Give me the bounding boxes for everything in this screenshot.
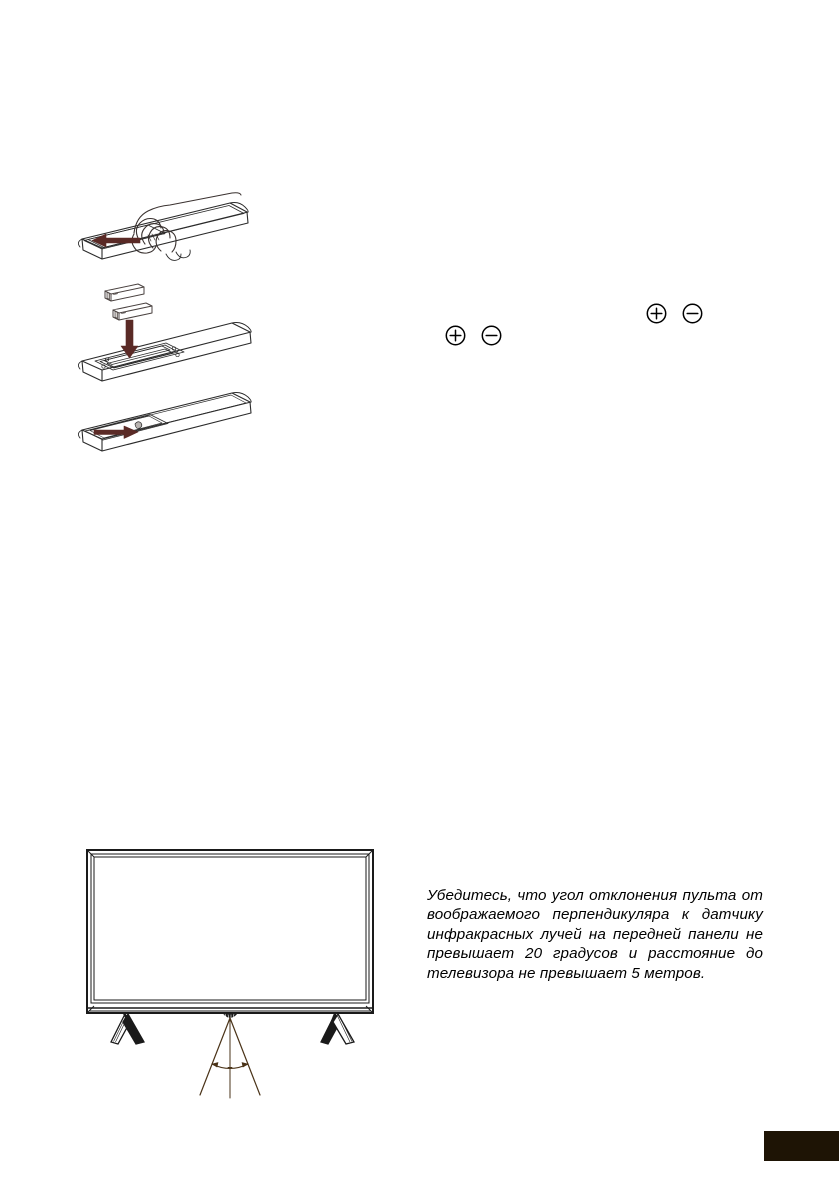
remote-angle-note — [427, 886, 763, 983]
tv-foot-right — [321, 1014, 354, 1044]
ir-angle-cone — [200, 1018, 260, 1098]
remote-angle-note-text: Убедитесь, что угол отклонения пульта от воображаемого перпендикуляра к датчику инфракрасных лучей на передней панели не превышает 20 градусов и расстояние до телевизора не превышает 5 метров. — [427, 887, 763, 982]
polarity-pair-right — [645, 302, 704, 325]
remote-battery-insertion-illustration — [62, 278, 282, 384]
plus-circle-icon — [645, 302, 668, 325]
remote-cover-removal-illustration — [62, 176, 282, 288]
page-number-tab — [764, 1131, 839, 1161]
remote-cover-removal-drawing — [62, 176, 282, 288]
tv-foot-left — [111, 1014, 144, 1044]
remote-cover-replacement-illustration — [62, 382, 282, 466]
minus-circle-icon — [681, 302, 704, 325]
minus-circle-icon — [480, 324, 503, 347]
plus-circle-icon — [444, 324, 467, 347]
tv-diagram-drawing — [78, 842, 388, 1107]
polarity-pair-left — [444, 324, 503, 347]
remote-battery-insertion-drawing — [62, 278, 282, 384]
remote-cover-replacement-drawing — [62, 382, 282, 466]
tv-front-view-with-ir-angle — [78, 842, 388, 1107]
battery-pair-icon — [105, 284, 152, 320]
